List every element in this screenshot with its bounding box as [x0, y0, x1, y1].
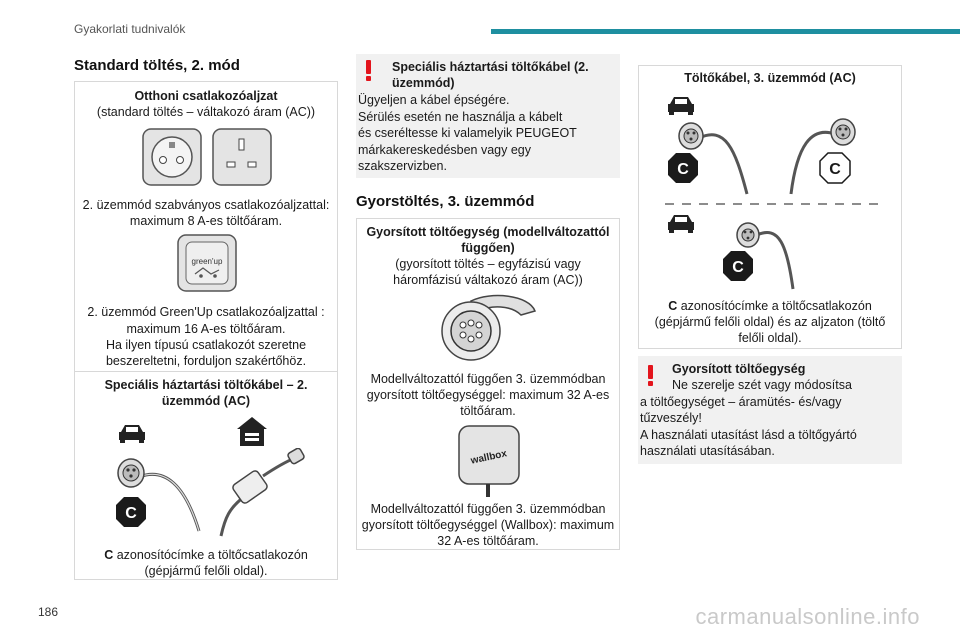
mode3-caption-a	[639, 298, 901, 314]
charger-warning-line: A használati utasítást lásd a töltőgyártó	[640, 428, 857, 442]
car-icon	[666, 212, 696, 234]
mode3-cable-box	[638, 65, 902, 349]
fast-text-c: töltőáram.	[460, 404, 516, 418]
cable-heading-a: Speciális háztartási töltőkábel – 2.	[104, 378, 308, 392]
greenup-text-c: Ha ilyen típusú csatlakozót szeretne	[105, 338, 307, 352]
caption-c-letter: C	[104, 548, 114, 562]
home-socket-heading: Otthoni csatlakozóaljzat	[134, 89, 278, 103]
section-header: Gyakorlati tudnivalók	[74, 22, 186, 36]
caption-c-letter: C	[668, 299, 678, 313]
charger-warning-box	[638, 356, 902, 464]
greenup-text-a: 2. üzemmód Green'Up csatlakozóaljzattal :	[87, 305, 325, 319]
cable-warning-line: és cseréltesse ki valamelyik PEUGEOT	[358, 126, 577, 140]
fast-text-b: gyorsított töltőegységgel: maximum 32 A-es	[366, 388, 610, 402]
greenup-text-d: beszereltetni, forduljon szakértőhöz.	[105, 354, 307, 368]
wallbox-icon	[457, 424, 521, 498]
page-number: 186	[38, 605, 59, 619]
cable-warning-title-b: üzemmód)	[392, 76, 455, 90]
fast-charger-heading-a: Gyorsított töltőegység (modellváltozattól	[366, 225, 610, 239]
box-divider	[75, 371, 337, 372]
fast-charger-sub-a: (gyorsított töltés – egyfázisú vagy	[395, 257, 581, 271]
wallbox-text-c: 32 A-es töltőáram.	[437, 534, 539, 548]
mode3-heading: Töltőkábel, 3. üzemmód (AC)	[684, 71, 856, 85]
fast-text-a: Modellváltozattól függően 3. üzemmódban	[370, 372, 606, 386]
c-badge-letter: C	[677, 161, 689, 178]
header-accent-bar	[491, 29, 960, 34]
control-box-cable-icon	[215, 448, 310, 538]
mode3-caption-c: felőli oldal).	[738, 331, 802, 345]
uk-socket-icon	[212, 128, 272, 186]
type2-inlet-icon	[441, 293, 537, 365]
c-label-badge	[667, 152, 699, 184]
watermark: carmanualsonline.info	[695, 604, 920, 629]
french-socket-icon	[142, 128, 202, 186]
wallbox-text-b: gyorsított töltőegységgel (Wallbox): maximum	[361, 518, 615, 532]
car-icon	[666, 94, 696, 116]
fast-charger-box	[356, 218, 620, 550]
mode3-caption-b: (gépjármű felőli oldal) és az aljzaton (töltő	[654, 315, 886, 329]
caption-text: azonosítócímke a töltőcsatlakozón	[113, 548, 308, 562]
fast-charging-title: Gyorstöltés, 3. üzemmód	[356, 193, 535, 210]
standard-socket-text-b: maximum 8 A-es töltőáram.	[129, 214, 283, 228]
dashed-divider	[665, 202, 881, 206]
warning-icon	[648, 365, 654, 387]
charger-warning-line: tűzveszély!	[640, 411, 702, 425]
charger-warning-line: használati utasításában.	[640, 444, 775, 458]
greenup-text-b: maximum 16 A-es töltőáram.	[126, 322, 286, 336]
cable-caption-a	[75, 547, 337, 563]
cable-warning-line: márkakereskedésben vagy egy	[358, 143, 532, 157]
c-badge-letter: C	[732, 259, 744, 276]
fast-charger-sub-b: háromfázisú váltakozó áram (AC))	[393, 273, 583, 287]
wallbox-text-a: Modellváltozattól függően 3. üzemmódban	[370, 502, 606, 516]
cable-warning-line: szakszervizben.	[358, 159, 447, 173]
warning-icon	[366, 60, 372, 82]
car-icon	[117, 422, 147, 444]
greenup-socket-icon	[177, 234, 237, 292]
fast-charger-heading-b: függően)	[461, 241, 515, 255]
cable-warning-line: Ügyeljen a kábel épségére.	[358, 93, 510, 107]
c-label-badge	[115, 496, 147, 528]
c-label-badge-outline	[819, 152, 851, 184]
cable-warning-box	[356, 54, 620, 178]
c-label-badge	[722, 250, 754, 282]
charger-warning-line: Ne szerelje szét vagy módosítsa	[672, 378, 852, 392]
charger-warning-title: Gyorsított töltőegység	[672, 362, 806, 376]
greenup-label: green'up	[191, 257, 223, 266]
house-icon	[235, 415, 269, 447]
wallbox-label: wallbox	[469, 448, 508, 467]
cable-heading-b: üzemmód (AC)	[161, 394, 251, 408]
charger-warning-line: a töltőegységet – áramütés- és/vagy	[640, 395, 842, 409]
standard-charging-title: Standard töltés, 2. mód	[74, 57, 240, 74]
home-socket-box	[74, 81, 338, 580]
c-badge-letter: C	[125, 505, 137, 522]
c-badge-letter: C	[829, 161, 841, 178]
standard-socket-text-a: 2. üzemmód szabványos csatlakozóaljzattal:	[82, 198, 330, 212]
cable-warning-title-a: Speciális háztartási töltőkábel (2.	[392, 60, 589, 74]
cable-caption-b: (gépjármű felőli oldal).	[144, 564, 268, 578]
cable-warning-line: Sérülés esetén ne használja a kábelt	[358, 110, 563, 124]
caption-text: azonosítócímke a töltőcsatlakozón	[677, 299, 872, 313]
home-socket-subheading: (standard töltés – váltakozó áram (AC))	[96, 105, 316, 119]
